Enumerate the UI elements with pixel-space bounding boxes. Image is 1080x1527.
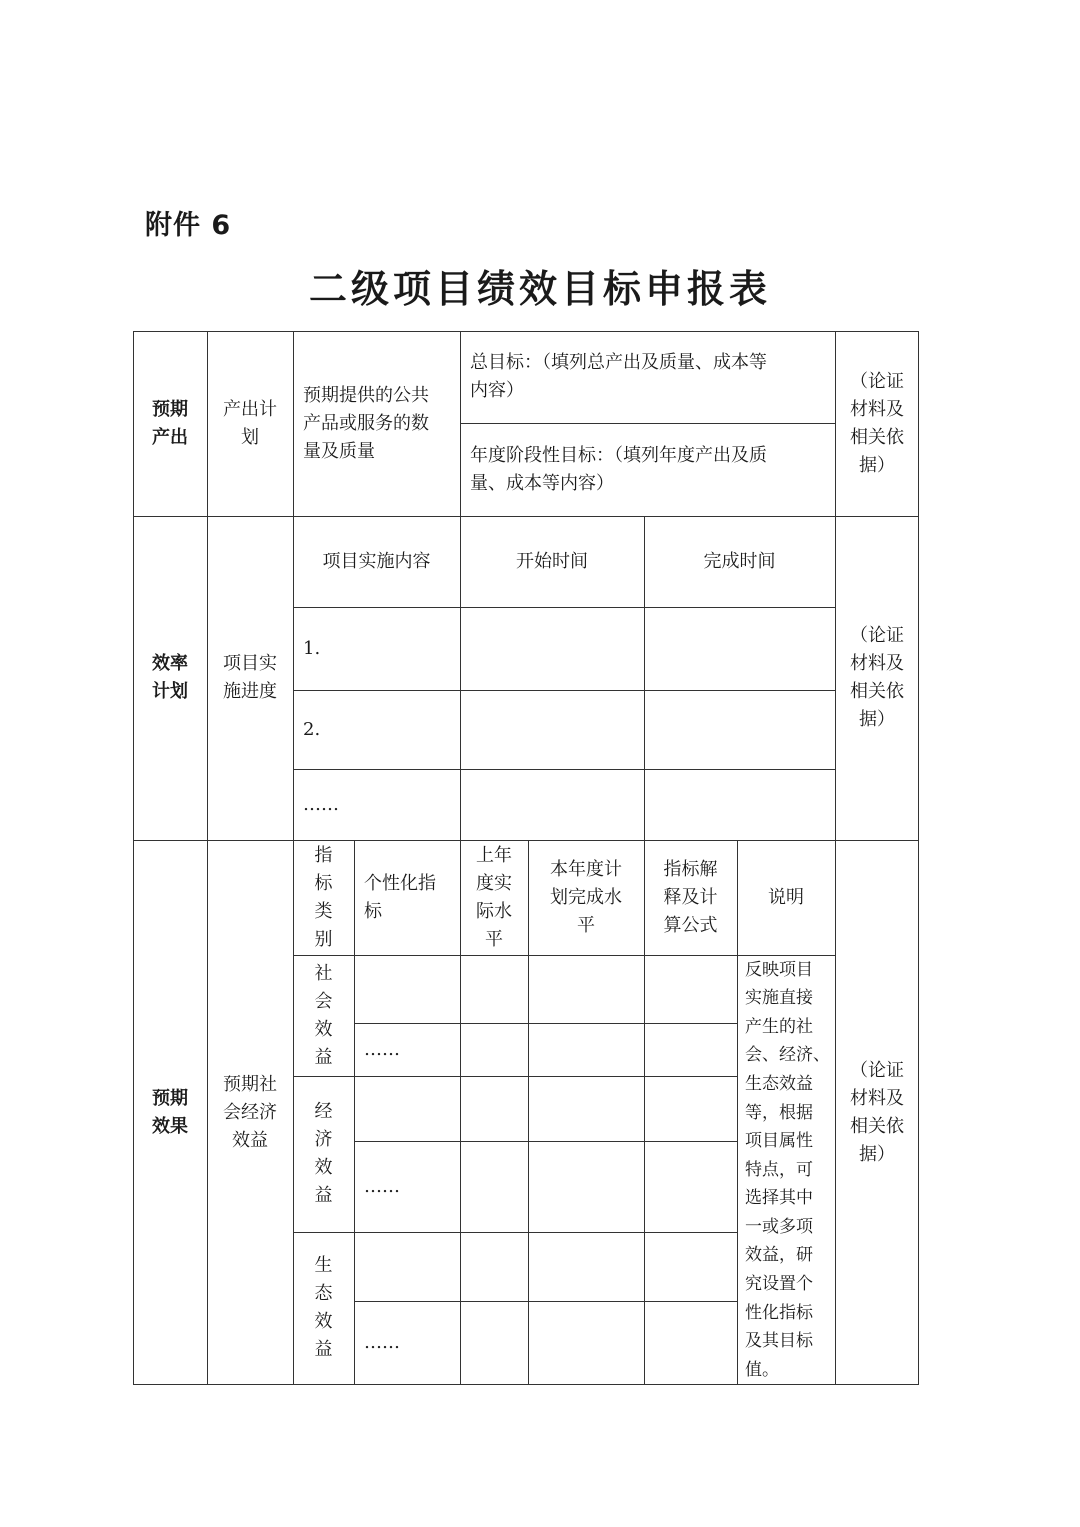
list-item: ……: [364, 1175, 400, 1197]
column-header-custom-indicator: 个性化指 标: [364, 872, 436, 922]
page-title: 二级项目绩效目标申报表: [308, 267, 771, 311]
efficiency-plan-label: 项目实 施进度: [223, 653, 277, 702]
effect-basis: （论证 材料及 相关依 据）: [850, 1059, 904, 1165]
table-row: ……: [303, 793, 339, 815]
column-header-end: 完成时间: [703, 550, 776, 572]
effect-plan-label: 预期社 会经济 效益: [223, 1073, 277, 1151]
column-header-formula: 指标解 释及计 算公式: [663, 858, 718, 936]
category-output: 预期 产出: [152, 398, 188, 448]
column-header-note: 说明: [768, 886, 804, 908]
list-item: ……: [364, 1038, 400, 1060]
category-efficiency: 效率 计划: [152, 653, 188, 702]
column-header-content: 项目实施内容: [322, 550, 431, 572]
column-header-start: 开始时间: [516, 550, 588, 572]
output-plan-label: 产出计 划: [223, 398, 277, 448]
attachment-label: 附件 6: [145, 210, 232, 241]
effect-note: 反映项目 实施直接 产生的社 会、经济、 生态效益 等，根据 项目属性 特点，可 选择其中 一或多项 效益，研 究设置个 性化指标 及其目标 值。: [745, 959, 830, 1380]
column-header-this-year: 本年度计 划完成水 平: [550, 858, 622, 936]
column-header-last-year: 上年 度实 际水 平: [476, 844, 512, 950]
output-description: 预期提供的公共 产品或服务的数 量及质量: [303, 384, 429, 462]
category-effect: 预期 效果: [152, 1087, 188, 1137]
performance-table: [133, 331, 919, 1385]
table-row: 2.: [303, 718, 321, 740]
type-social: 社 会 效 益: [314, 962, 333, 1068]
annual-goal: 年度阶段性目标：（填列年度产出及质 量、成本等内容）: [470, 444, 767, 494]
total-goal: 总目标：（填列总产出及质量、成本等 内容）: [470, 352, 767, 401]
table-row: 1.: [303, 637, 321, 659]
type-ecological: 生 态 效 益: [314, 1255, 333, 1360]
column-header-indicator-type: 指 标 类 别: [314, 844, 333, 950]
type-economic: 经 济 效 益: [314, 1101, 333, 1206]
efficiency-basis: （论证 材料及 相关依 据）: [850, 625, 904, 730]
output-basis: （论证 材料及 相关依 据）: [850, 370, 904, 476]
list-item: ……: [364, 1331, 400, 1353]
